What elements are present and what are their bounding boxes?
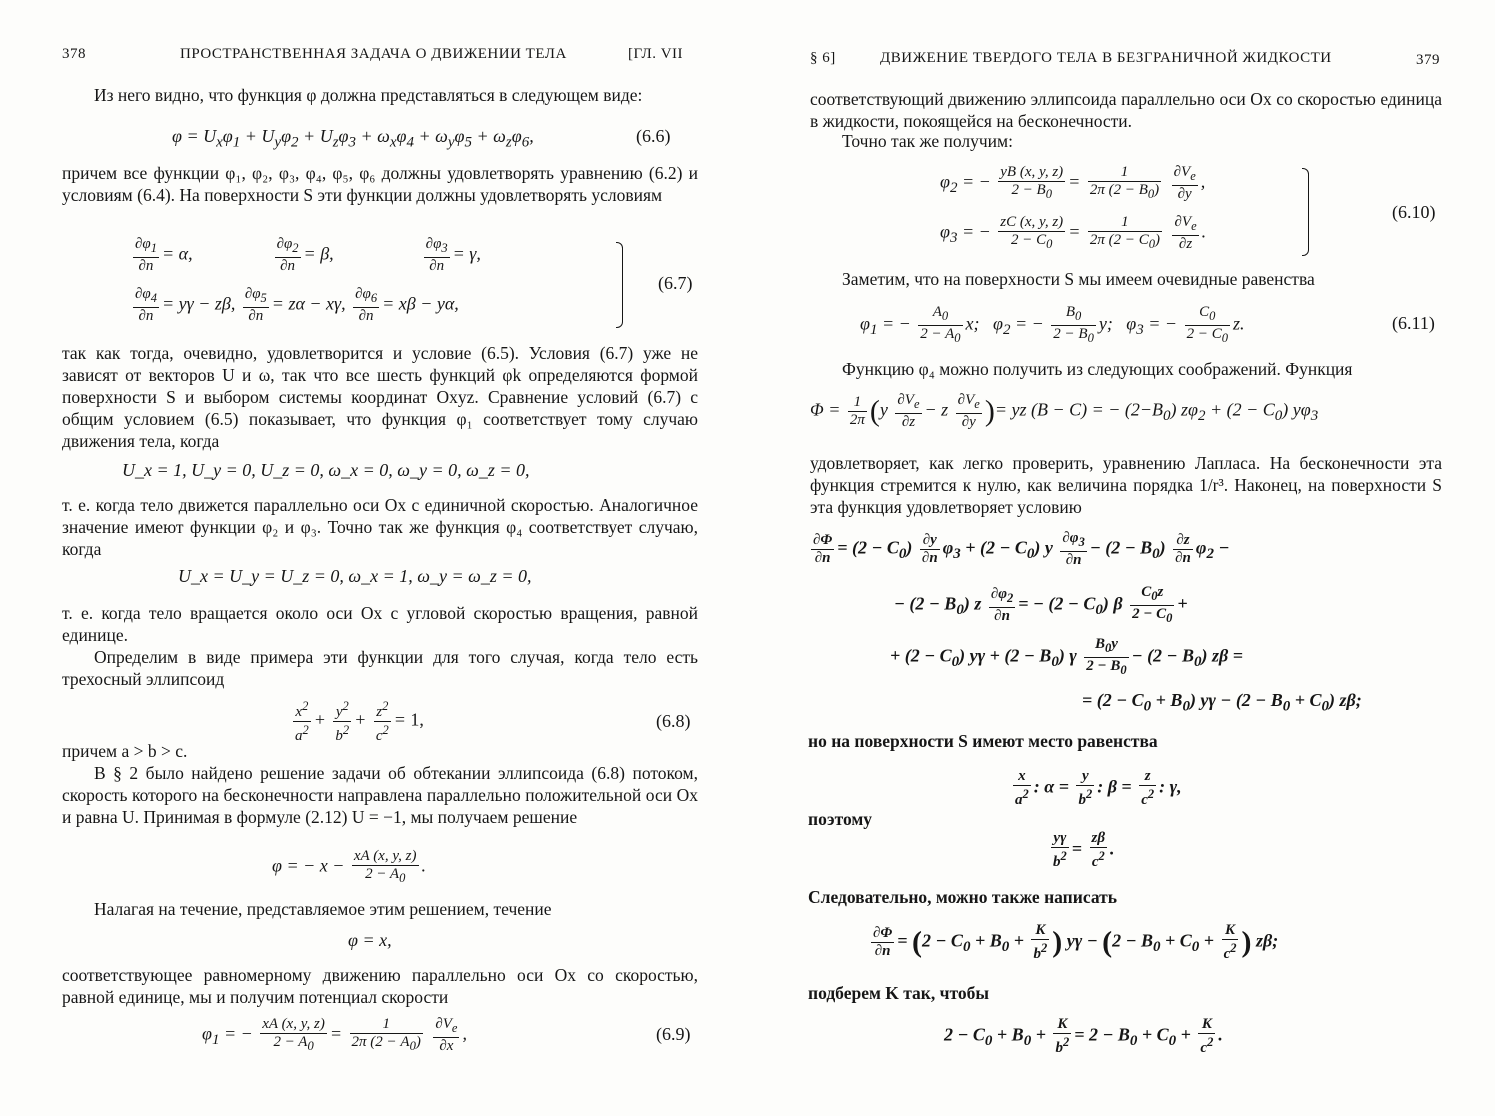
paragraph: Заметим, что на поверхности S мы имеем очевидные равенства: [842, 269, 1315, 289]
brace: [616, 242, 623, 328]
equation-6-9: $\varphi_1$ = − $\frac{xA (x, y, z)}{2 - A_0}$ = $\frac{1}{2\pi (2 - A_0)}$ $\frac{\partial V_e}{\partial x}$ ,: [202, 1016, 467, 1054]
equation-condition-1: U_x = 1, U_y = 0, U_z = 0, ω_x = 0, ω_y = 0, ω_z = 0,: [122, 460, 530, 480]
running-title: ПРОСТРАНСТВЕННАЯ ЗАДАЧА О ДВИЖЕНИИ ТЕЛА: [180, 46, 567, 62]
paragraph: причем все функции φ₁, φ₂, φ₃, φ₄, φ₅, φ₆ должны удовлетворять уравнению (6.2) и условиям (6.4). На поверхности S эти функции должны удовлетворять условиям: [62, 163, 698, 205]
paragraph: подберем K так, чтобы: [808, 983, 990, 1003]
equation-Phi: Φ = $\frac{1}{2\pi}$ (y $\frac{\partial V_e}{\partial z}$ − z $\frac{\partial V_e}{\partial y}$ )= yz (B − C) = − $(2-B_0) z\varphi_2 + (2 - C_0)$ $y\varphi_3$: [810, 392, 1319, 430]
paragraph: Определим в виде примера эти функции для того случая, когда тело есть трехосный эллипсоид: [62, 647, 698, 689]
equation-number: (6.6): [636, 126, 671, 146]
paragraph: Налагая на течение, представляемое этим решением, течение: [94, 899, 552, 919]
paragraph: поэтому: [808, 809, 873, 829]
equation-6-10-b: $\varphi_3$ = − $\frac{zC (x, y, z)}{2 - C_0}$ = $\frac{1}{2\pi (2 - C_0)}$ $\frac{\partial V_e}{\partial z}$ .: [940, 214, 1207, 252]
equation-surface: $\frac{x}{a^2}$ : α = $\frac{y}{b^2}$ : β = $\frac{z}{c^2}$ : γ,: [1015, 768, 1182, 808]
equation-6-7-row1: $\frac{\partial\varphi_1}{\partial n}$ = α, $\frac{\partial\varphi_2}{\partial n}$ = β, $\frac{\partial\varphi_3}{\partial n}$ = γ,: [135, 236, 481, 274]
equation-K: $2 - C_0 + B_0$ + $\frac{K}{b^2}$ = $2 - B_0 + C_0$ + $\frac{K}{c^2}$ .: [944, 1016, 1223, 1056]
paragraph: т. е. когда тело движется параллельно оси Ox с единичной скоростью. Аналогичное значение имеют функции φ₂ и φ₃. Точно так же функция φ₄ соответствует случаю, когда: [62, 495, 698, 559]
paragraph: соответствующий движению эллипсоида параллельно оси Ox со скоростью единица в жидкости, покоящейся на бесконечности.: [810, 89, 1442, 131]
chapter-label: [ГЛ. VII: [628, 46, 684, 62]
brace: [1302, 168, 1309, 256]
page-number: 378: [62, 46, 86, 62]
equation-number: (6.11): [1392, 313, 1435, 333]
equation-dPhi-line1: $\frac{\partial\Phi}{\partial n}$ = $(2 - C_0)$ $\frac{\partial y}{\partial n}$ $\varphi_3 + (2 - C_0)$ y $\frac{\partial\varphi_3}{\partial n}$ − $(2 - B_0)$ $\frac{\partial z}{\partial n}$ $\varphi_2$ −: [813, 530, 1230, 568]
equation-number: (6.10): [1392, 202, 1436, 222]
paragraph: т. е. когда тело вращается около оси Ox с угловой скоростью вращения, равной единице.: [62, 603, 698, 645]
section-label: § 6]: [810, 50, 836, 66]
paragraph: Точно так же получим:: [842, 131, 1013, 151]
equation-6-10-a: $\varphi_2$ = − $\frac{yB (x, y, z)}{2 - B_0}$ = $\frac{1}{2\pi (2 - B_0)}$ $\frac{\partial V_e}{\partial y}$ ,: [940, 164, 1206, 202]
equation-condition-2: U_x = U_y = U_z = 0, ω_x = 1, ω_y = ω_z = 0,: [178, 566, 532, 586]
paragraph: причем a > b > c.: [62, 741, 188, 761]
running-title: ДВИЖЕНИЕ ТВЕРДОГО ТЕЛА В БЕЗГРАНИЧНОЙ ЖИДКОСТИ: [880, 50, 1332, 66]
equation-number: (6.8): [656, 711, 691, 731]
equation-dPhi-line4: = $(2 - C_0 + B_0)$ $y\gamma - (2 - B_0 + C_0)$ zβ;: [1082, 690, 1362, 715]
paragraph: Функцию φ₄ можно получить из следующих соображений. Функция: [842, 359, 1353, 379]
paragraph: удовлетворяет, как легко проверить, уравнению Лапласа. На бесконечности эта функция стремится к нулю, как величина порядка 1/r³. Наконец, на поверхности S эта функция удовлетворяет условию: [810, 453, 1442, 517]
equation-6-11: $\varphi_1$ = − $\frac{A_0}{2 - A_0}$ x; $\varphi_2$ = − $\frac{B_0}{2 - B_0}$ y; $\varphi_3$ = − $\frac{C_0}{2 - C_0}$ z.: [860, 304, 1245, 345]
equation-number: (6.9): [656, 1024, 691, 1044]
equation-dPhi-line2: − $(2 - B_0)$ z $\frac{\partial\varphi_2}{\partial n}$ = − $(2 - C_0)$ β $\frac{C_0z}{2 - C_0}$ +: [894, 584, 1188, 625]
paragraph: Из него видно, что функция φ должна представляться в следующем виде:: [94, 85, 643, 105]
page-number: 379: [1416, 52, 1440, 68]
paragraph: Следовательно, можно также написать: [808, 887, 1117, 907]
equation-therefore: $\frac{y\gamma}{b^2}$ = $\frac{z\beta}{c^2}$ .: [1053, 830, 1115, 870]
equation-phi-x: φ = x,: [348, 930, 392, 950]
equation-dPhi-line3: + $(2 - C_0)$ $y\gamma + (2 - B_0)$ γ $\frac{B_0y}{2 - B_0}$ − $(2 - B_0)$ zβ =: [890, 636, 1243, 677]
equation-6-8: $\frac{x^2}{a^2}$ + $\frac{y^2}{b^2}$ + $\frac{z^2}{c^2}$ = 1,: [295, 699, 424, 744]
equation-number: (6.7): [658, 273, 693, 293]
paragraph: но на поверхности S имеют место равенства: [808, 731, 1158, 751]
right-page: [748, 0, 1495, 1116]
paragraph: В § 2 было найдено решение задачи об обтекании эллипсоида (6.8) потоком, скорость которого на бесконечности направлена параллельно положительной оси Ox и равна U. Принимая в формуле (2.12) U = −1, мы получаем решение: [62, 763, 698, 827]
equation-6-6: $\varphi = U_x\varphi_1 + U_y\varphi_2 + U_z\varphi_3 + \omega_x\varphi_4 + \omega_y\varphi_5 + \omega_z\varphi_6$,: [172, 126, 534, 151]
paragraph: так как тогда, очевидно, удовлетворится и условие (6.5). Условия (6.7) уже не зависят от векторов U и ω, так что все шесть функций φk определяются формой поверхности S и выбором системы координат Oxyz. Сравнение условий (6.7) с общим условием (6.5) показывает, что функция φ₁ соответствует тому случаю движения тела, когда: [62, 343, 698, 451]
equation-solution: φ = − x − $\frac{xA (x, y, z)}{2 - A_0}$ .: [272, 848, 427, 885]
paragraph: соответствующее равномерному движению параллельно оси Ox со скоростью, равной единице, мы и получим потенциал скорости: [62, 965, 698, 1007]
equation-also: $\frac{\partial\Phi}{\partial n}$ = ($2 - C_0 + B_0$ + $\frac{K}{b^2}$ ) $y\gamma - (2 - B_0 + C_0$ + $\frac{K}{c^2}$ ) zβ;: [873, 922, 1279, 962]
equation-6-7-row2: $\frac{\partial\varphi_4}{\partial n}$ = yγ − zβ, $\frac{\partial\varphi_5}{\partial n}$ = zα − xγ, $\frac{\partial\varphi_6}{\partial n}$ = xβ − yα,: [135, 286, 459, 324]
